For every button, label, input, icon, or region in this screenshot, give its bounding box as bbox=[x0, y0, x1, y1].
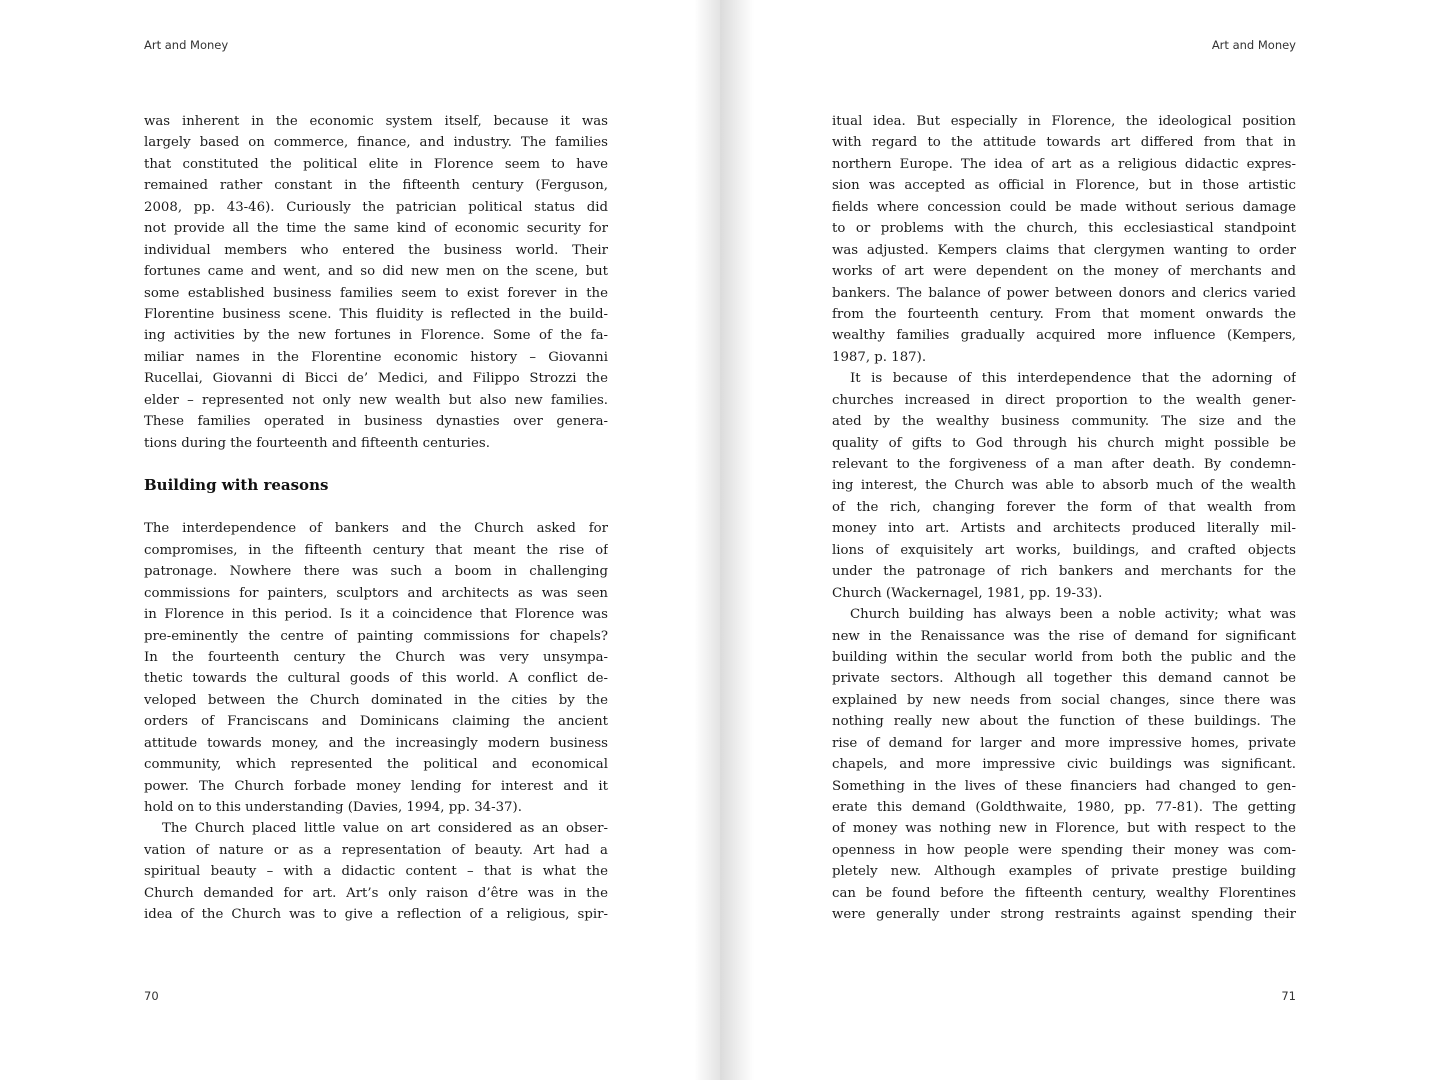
text-line: of the rich, changing forever the form of that wealth from bbox=[832, 499, 1296, 515]
text-line: Something in the lives of these financiers had changed to gen- bbox=[832, 778, 1296, 794]
text-line: pre-eminently the centre of painting commissions for chapels? bbox=[144, 628, 608, 644]
text-line: churches increased in direct proportion to the wealth gener- bbox=[832, 392, 1296, 408]
text-line: itual idea. But especially in Florence, the ideological position bbox=[832, 114, 1296, 129]
text-line: The interdependence of bankers and the Church asked for bbox=[144, 521, 608, 537]
text-line: The Church placed little value on art considered as an obser- bbox=[162, 821, 608, 837]
text-line: under the patronage of rich bankers and merchants for the bbox=[832, 564, 1296, 580]
text-line: to or problems with the church, this ecclesiastical standpoint bbox=[832, 221, 1296, 237]
text-line: fields where concession could be made without serious damage bbox=[832, 199, 1296, 215]
text-line: private sectors. Although all together this demand cannot be bbox=[832, 671, 1296, 687]
text-line: Florentine business scene. This fluidity is reflected in the build- bbox=[144, 306, 608, 322]
body-text bbox=[144, 111, 608, 926]
text-line: with regard to the attitude towards art differed from that in bbox=[832, 135, 1296, 151]
text-line: sion was accepted as official in Florence, but in those artistic bbox=[832, 178, 1296, 194]
text-line: attitude towards money, and the increasingly modern business bbox=[144, 735, 608, 751]
text-line: thetic towards the cultural goods of this world. A conflict de- bbox=[144, 671, 608, 687]
text-line: that constituted the political elite in Florence seem to have bbox=[144, 156, 608, 172]
section-gap bbox=[144, 497, 608, 518]
text-line: 2008, pp. 43-46). Curiously the patrician political status did bbox=[144, 199, 608, 215]
body-text bbox=[832, 111, 1296, 926]
text-line: remained rather constant in the fifteenth century (Ferguson, bbox=[144, 178, 608, 194]
text-line: ing activities by the new fortunes in Florence. Some of the fa- bbox=[144, 328, 608, 344]
running-head: Art and Money bbox=[144, 38, 229, 52]
page-number: 70 bbox=[144, 989, 159, 1003]
text-line: money into art. Artists and architects produced literally mil- bbox=[832, 521, 1296, 537]
text-line: bankers. The balance of power between donors and clerics varied bbox=[832, 285, 1296, 301]
paragraph bbox=[144, 818, 608, 925]
text-line: In the fourteenth century the Church was very unsympa- bbox=[144, 649, 608, 665]
right-page bbox=[720, 0, 1440, 1080]
text-line: commissions for painters, sculptors and architects as was seen bbox=[144, 585, 608, 601]
text-line: of money was nothing new in Florence, but with respect to the bbox=[832, 821, 1296, 837]
text-line: in Florence in this period. Is it a coincidence that Florence was bbox=[144, 607, 608, 623]
text-line: hold on to this understanding (Davies, 1994, pp. 34-37). bbox=[144, 800, 522, 815]
gutter-shadow bbox=[720, 0, 754, 1080]
text-line: pletely new. Although examples of private prestige building bbox=[832, 864, 1296, 880]
text-line: largely based on commerce, finance, and industry. The families bbox=[144, 135, 608, 151]
text-line: works of art were dependent on the money of merchants and bbox=[832, 264, 1296, 280]
text-line: vation of nature or as a representation of beauty. Art had a bbox=[144, 842, 608, 858]
text-line: was inherent in the economic system itself, because it was bbox=[144, 114, 608, 129]
text-line: rise of demand for larger and more impressive homes, private bbox=[832, 735, 1296, 751]
page-number: 71 bbox=[1281, 989, 1296, 1003]
text-line: erate this demand (Goldthwaite, 1980, pp. 77-81). The getting bbox=[832, 800, 1296, 815]
text-line: Church (Wackernagel, 1981, pp. 19-33). bbox=[832, 585, 1103, 601]
text-line: building within the secular world from both the public and the bbox=[832, 649, 1296, 665]
text-line: was adjusted. Kempers claims that clergymen wanting to order bbox=[832, 242, 1296, 258]
text-line: ated by the wealthy business community. The size and the bbox=[832, 414, 1296, 430]
text-line: It is because of this interdependence that the adorning of bbox=[850, 371, 1296, 387]
text-line: explained by new needs from social changes, since there was bbox=[832, 692, 1296, 708]
text-line: wealthy families gradually acquired more influence (Kempers, bbox=[832, 328, 1296, 344]
text-line: openness in how people were spending their money was com- bbox=[832, 842, 1296, 858]
text-line: some established business families seem to exist forever in the bbox=[144, 285, 608, 301]
paragraph bbox=[832, 368, 1296, 604]
paragraph bbox=[832, 111, 1296, 368]
paragraph bbox=[144, 111, 608, 454]
text-line: power. The Church forbade money lending for interest and it bbox=[144, 778, 608, 794]
running-head: Art and Money bbox=[1211, 38, 1296, 52]
paragraph bbox=[144, 518, 608, 818]
text-line: 1987, p. 187). bbox=[832, 349, 927, 365]
text-line: nothing really new about the function of these buildings. The bbox=[832, 714, 1296, 730]
text-line: individual members who entered the business world. Their bbox=[144, 242, 608, 258]
section-heading: Building with reasons bbox=[144, 476, 329, 495]
text-line: compromises, in the fifteenth century that meant the rise of bbox=[144, 542, 608, 558]
text-line: Rucellai, Giovanni di Bicci de’ Medici, and Filippo Strozzi the bbox=[144, 371, 608, 387]
section-gap bbox=[144, 454, 608, 475]
text-line: chapels, and more impressive civic buildings was significant. bbox=[832, 757, 1296, 773]
text-line: veloped between the Church dominated in the cities by the bbox=[144, 692, 608, 708]
text-line: quality of gifts to God through his church might possible be bbox=[832, 435, 1296, 451]
text-line: not provide all the time the same kind of economic security for bbox=[144, 221, 608, 237]
text-line: idea of the Church was to give a reflection of a religious, spir- bbox=[144, 907, 608, 923]
text-line: fortunes came and went, and so did new men on the scene, but bbox=[144, 264, 608, 280]
text-line: Church demanded for art. Art’s only raison d’être was in the bbox=[144, 885, 608, 901]
text-line: ing interest, the Church was able to absorb much of the wealth bbox=[832, 478, 1296, 494]
text-line: elder – represented not only new wealth but also new families. bbox=[144, 392, 608, 408]
text-line: were generally under strong restraints against spending their bbox=[832, 907, 1296, 923]
text-line: tions during the fourteenth and fifteenth centuries. bbox=[144, 435, 490, 451]
text-line: patronage. Nowhere there was such a boom in challenging bbox=[144, 564, 608, 580]
text-line: can be found before the fifteenth century, wealthy Florentines bbox=[832, 885, 1296, 901]
text-line: lions of exquisitely art works, buildings, and crafted objects bbox=[832, 542, 1296, 558]
text-line: new in the Renaissance was the rise of demand for significant bbox=[832, 628, 1296, 644]
text-line: miliar names in the Florentine economic history – Giovanni bbox=[144, 349, 608, 365]
text-line: northern Europe. The idea of art as a religious didactic expres- bbox=[832, 156, 1296, 172]
text-line: community, which represented the political and economical bbox=[144, 757, 608, 773]
text-line: from the fourteenth century. From that moment onwards the bbox=[832, 306, 1296, 322]
gutter-shadow bbox=[694, 0, 720, 1080]
text-line: orders of Franciscans and Dominicans claiming the ancient bbox=[144, 714, 608, 730]
text-line: spiritual beauty – with a didactic content – that is what the bbox=[144, 864, 608, 880]
paragraph bbox=[832, 604, 1296, 926]
text-line: These families operated in business dynasties over genera- bbox=[144, 414, 608, 430]
text-line: relevant to the forgiveness of a man after death. By condemn- bbox=[832, 457, 1296, 472]
text-line: Church building has always been a noble activity; what was bbox=[850, 607, 1296, 623]
